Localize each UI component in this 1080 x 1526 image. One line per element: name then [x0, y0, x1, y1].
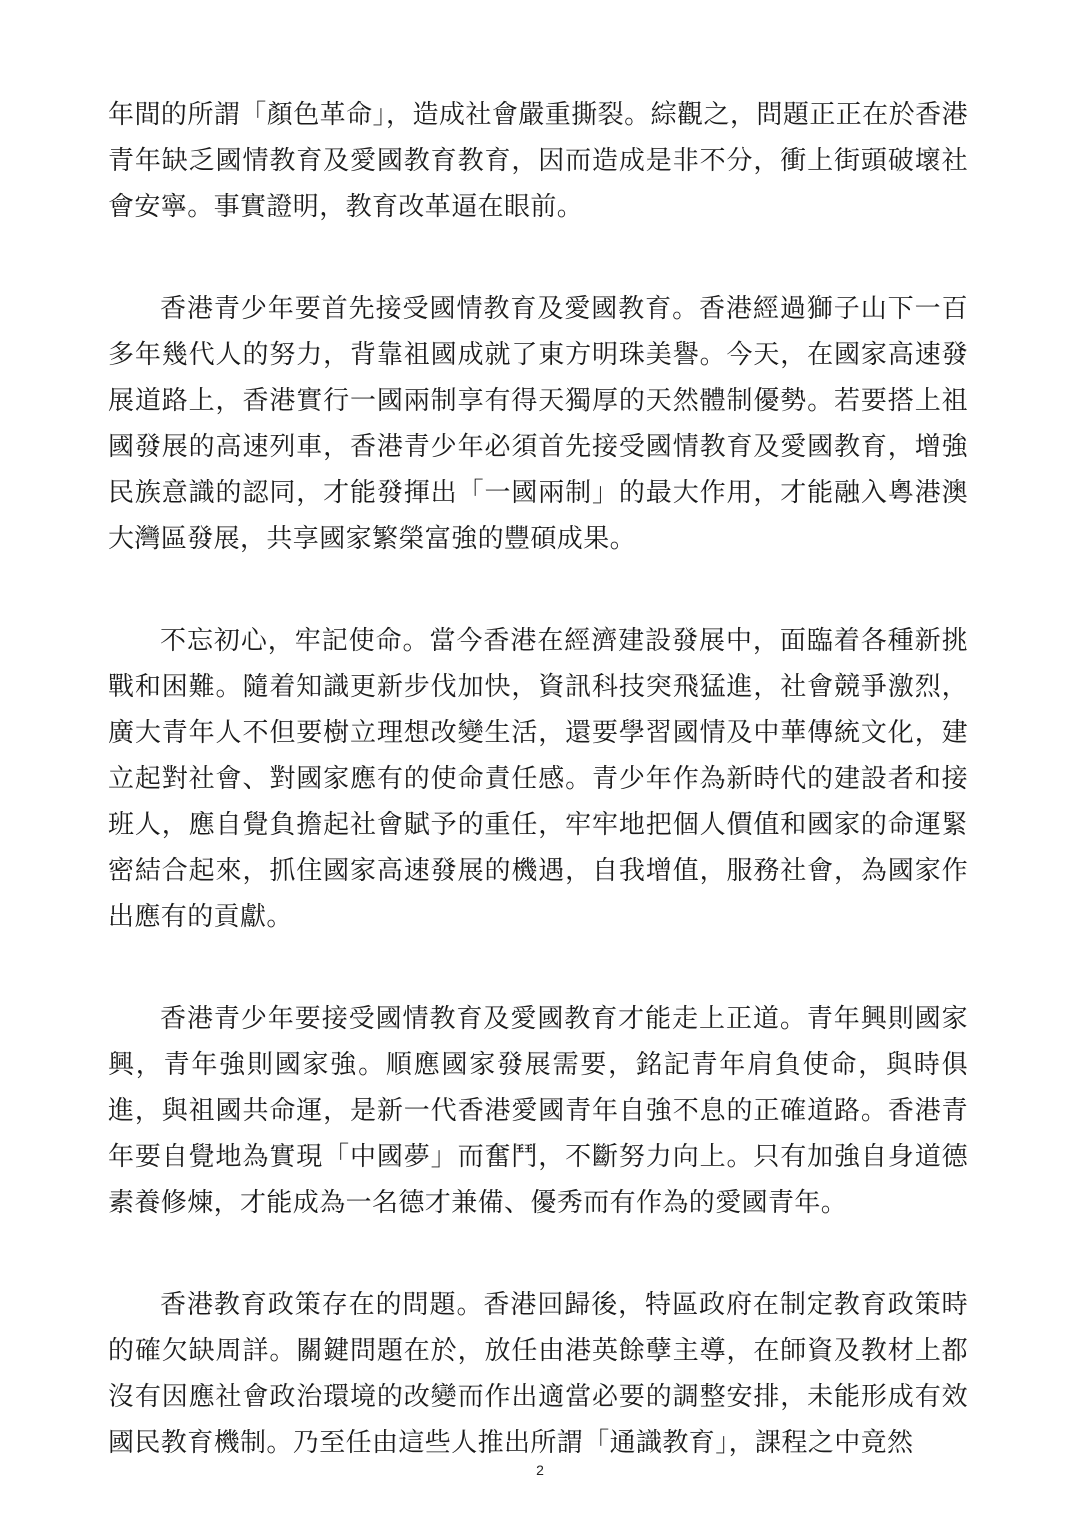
- paragraph-national-education: 香港青少年要首先接受國情教育及愛國教育。香港經過獅子山下一百多年幾代人的努力，背靠祖國成就了東方明珠美譽。今天，在國家高速發展道路上，香港實行一國兩制享有得天獨厚的天然體制優勢。若要搭上祖國發展的高速列車，香港青少年必須首先接受國情教育及愛國教育，增強民族意識的認同，才能發揮出「一國兩制」的最大作用，才能融入粵港澳大灣區發展，共享國家繁榮富強的豐碩成果。: [108, 294, 968, 554]
- document-body: [108, 92, 968, 1466]
- paragraph-continuation: 年間的所謂「顏色革命」，造成社會嚴重撕裂。綜觀之，問題正正在於香港青年缺乏國情教育及愛國教育教育，因而造成是非不分，衝上街頭破壞社會安寧。事實證明，教育改革逼在眼前。: [108, 100, 968, 222]
- paragraph-original-aspiration: 不忘初心，牢記使命。當今香港在經濟建設發展中，面臨着各種新挑戰和困難。隨着知識更新步伐加快，資訊科技突飛猛進，社會競爭激烈，廣大青年人不但要樹立理想改變生活，還要學習國情及中華傳統文化，建立起對社會、對國家應有的使命責任感。青少年作為新時代的建設者和接班人，應自覺負擔起社會賦予的重任，牢牢地把個人價值和國家的命運緊密結合起來，抓住國家高速發展的機遇，自我增值，服務社會，為國家作出應有的貢獻。: [108, 626, 968, 932]
- paragraph-right-path: 香港青少年要接受國情教育及愛國教育才能走上正道。青年興則國家興，青年強則國家強。順應國家發展需要，銘記青年肩負使命，與時俱進，與祖國共命運，是新一代香港愛國青年自強不息的正確道路。香港青年要自覺地為實現「中國夢」而奮鬥，不斷努力向上。只有加強自身道德素養修煉，才能成為一名德才兼備、優秀而有作為的愛國青年。: [108, 1004, 968, 1218]
- page-number: 2: [536, 1462, 544, 1478]
- paragraph-policy-problems: 香港教育政策存在的問題。香港回歸後，特區政府在制定教育政策時的確欠缺周詳。關鍵問題在於，放任由港英餘孽主導，在師資及教材上都沒有因應社會政治環境的改變而作出適當必要的調整安排，未能形成有效國民教育機制。乃至任由這些人推出所謂「通識教育」，課程之中竟然: [108, 1290, 968, 1458]
